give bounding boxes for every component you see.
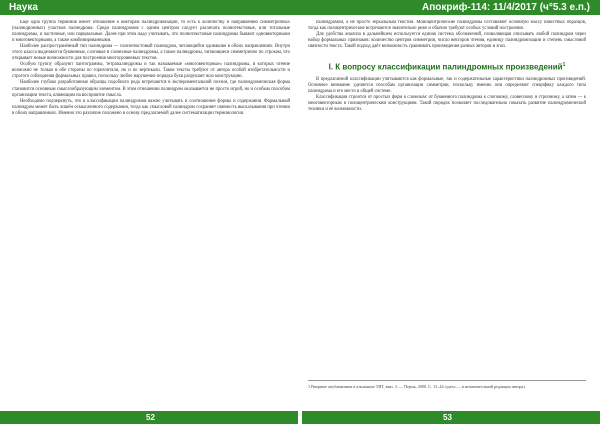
paragraph: Ещё одна группа терминов имеет отношение к векторам палиндромизации, то есть к количеству и направлению симметричных (палиндромных) участков палиндрома. Среди палиндромов с одним центром следует различать полнотекстовые, или тотальные палиндромы, и частичные, или парциальные. Далее при этом надо учитывать, что полнотекстовые палиндромы бывают одновекторными и многовекторными, а также комбинированными. [12, 20, 290, 44]
paragraph: палиндромом, а не просто зеркальным текстом. Моноцентрические палиндромы составляют основную массу известных образцов, тогда как полицентрические встречаются значительно реже и обычно требуют особых условий построения. [308, 20, 586, 32]
page-number-right: 53 [443, 413, 452, 422]
page-number-left: 52 [146, 413, 155, 422]
footnote: 1 Впервые опубликована в альманахе ТИТ, вып. 3. — Пермь, 2000. С. 13–44 (здесь — в незначительной редакции автора). [308, 380, 586, 389]
right-column [308, 20, 586, 398]
issue-title: Апокриф-114: 11/4/2017 (ч°5.3 е.п.) [422, 2, 590, 13]
paragraph: Наиболее глубоко разработанные образцы подобного рода встречаются в экспериментальной поэзии, где палиндромическая форма становится основным смыслообразующим элементом. В этом отношении палиндром оказывается не просто игрой, но и особым способом организации текста, влияющим на восприятие смысла. [12, 80, 290, 98]
paragraph: Наиболее распространённый тип палиндрома — полнотекстовый палиндром, читающийся одинаково в обоих направлениях. Внутри этого класса выделяются буквенные, слоговые и словесные палиндромы, а также палиндромы, читающиеся симметрично по строкам, что открывает новые возможности для построения многоуровневых текстов. [12, 44, 290, 62]
paragraph: Особую группу образуют пантограммы, тетрапалиндромы и так называемые «многовекторные» палиндромы, в которых чтение возможно не только в обе стороны по горизонтали, но и по вертикали. Такие тексты требуют от автора особой изобретательности и строгого соблюдения формальных правил, поскольку любое нарушение порядка букв разрушает всю конструкцию. [12, 62, 290, 80]
section-name: Наука [9, 2, 38, 13]
footnote-mark: 1 [562, 62, 566, 69]
section-heading [308, 60, 586, 73]
paragraph: Для удобства анализа в дальнейшем используется единая система обозначений, позволяющая описывать любой палиндром через набор формальных признаков: количество центров симметрии, число векторов чтения, единицу палиндромизации и степень смысловой связности текста. Такой подход даёт возможность сравнивать произведения разных авторов и эпох. [308, 32, 586, 50]
section-heading-text: I. К вопросу классификации палиндромных произведений [328, 62, 563, 72]
left-column [12, 20, 290, 398]
paragraph: В предлагаемой классификации учитываются как формальные, так и содержательные характеристики палиндромных произведений. Основное внимание уделяется способам организации симметрии, поскольку именно они определяют специфику каждого типа палиндрома и его место в общей системе. [308, 76, 586, 94]
page-divider [298, 411, 302, 424]
paragraph: Классификация строится от простых форм к сложным: от буквенного палиндрома к слоговому, словесному и строчному, а затем — к многовекторным и полицентрическим конструкциям. Такой порядок позволяет последовательно показать развитие палиндромической техники и её возможности. [308, 95, 586, 113]
paragraph: Необходимо подчеркнуть, что в классификации палиндромов важно учитывать и соотношение формы и содержания. Формальный палиндром может быть лишён осмысленного содержания, тогда как смысловой палиндром сохраняет связность высказывания при чтении в обоих направлениях. Именно это различие положено в основу предлагаемой далее систематизации терминологии. [12, 98, 290, 116]
